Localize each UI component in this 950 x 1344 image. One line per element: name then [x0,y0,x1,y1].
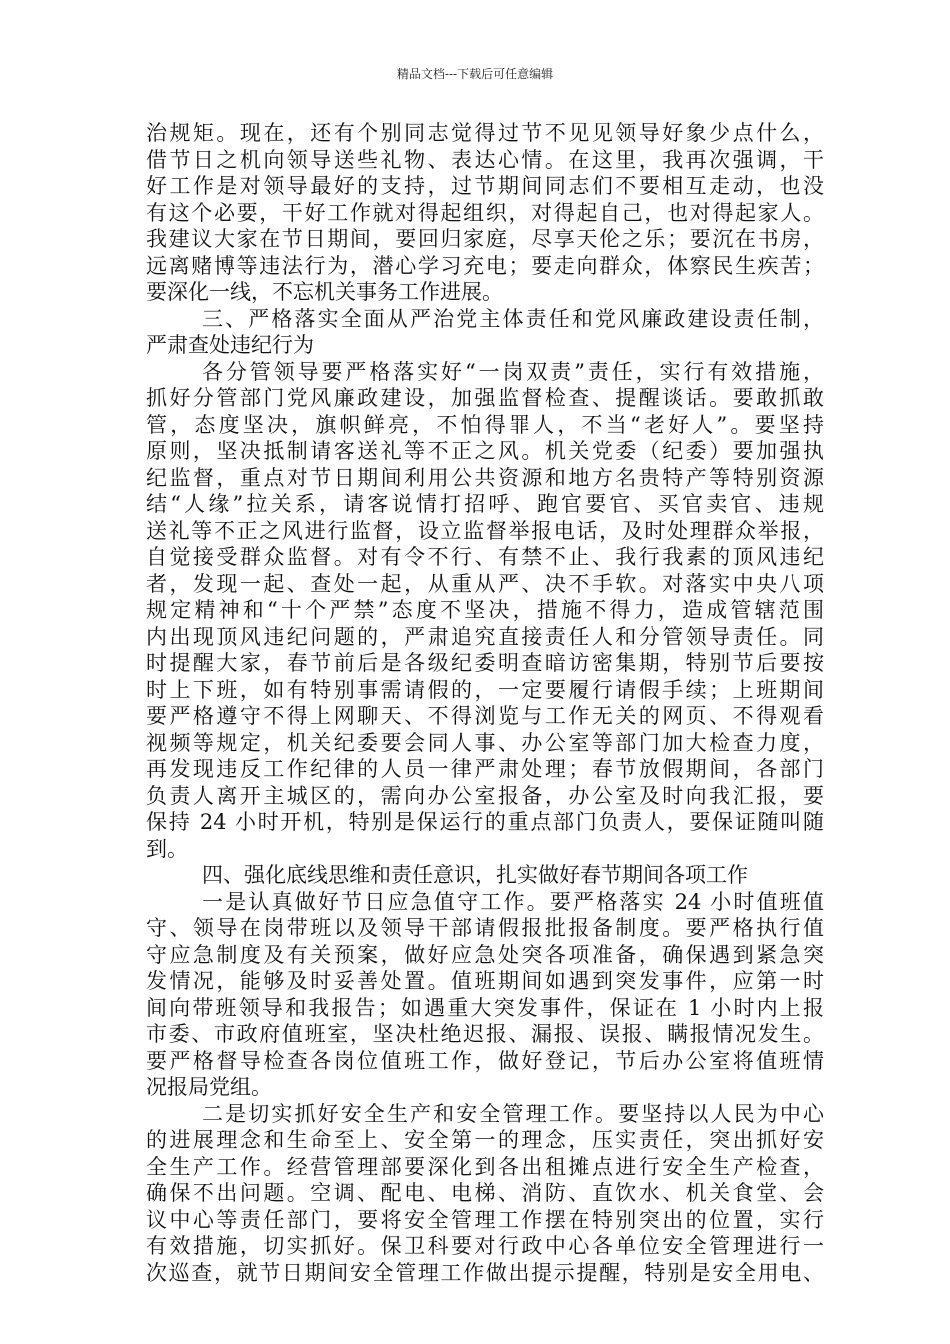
text-line: 三、严格落实全面从严治党主体责任和党风廉政建设责任制， [202,306,824,331]
text-line: 纪监督，重点对节日期间利用公共资源和地方名贵特产等特别资源 [146,465,824,490]
text-line: 一是认真做好节日应急值守工作。要严格落实 24 小时值班值 [202,889,824,914]
text-line: 保持 24 小时开机，特别是保运行的重点部门负责人，要保证随叫随 [146,810,824,834]
text-line: 抓好分管部门党风廉政建设，加强监督检查、提醒谈话。要敢抓敢 [146,386,824,410]
text-line: 借节日之机向领导送些礼物、表达心情。在这里，我再次强调，干 [146,147,824,172]
text-line: 我建议大家在节日期间，要回归家庭，尽享天伦之乐；要沉在书房， [146,227,824,251]
text-line: 况报局党组。 [146,1075,272,1099]
text-line: 全生产工作。经营管理部要深化到各出租摊点进行安全生产检查， [146,1154,824,1179]
text-line: 次巡查，就节日期间安全管理工作做出提示提醒，特别是安全用电、 [146,1260,824,1285]
text-line: 二是切实抓好安全生产和安全管理工作。要坚持以人民为中心 [202,1101,824,1126]
text-line: 内出现顶风违纪问题的，严肃追究直接责任人和分管领导责任。同 [146,624,824,649]
text-line: 者，发现一起、查处一起，从重从严、决不手软。对落实中央八项 [146,571,824,596]
text-line: 有效措施，切实抓好。保卫科要对行政中心各单位安全管理进行一 [146,1234,824,1258]
text-line: 发情况，能够及时妥善处置。值班期间如遇到突发事件，应第一时 [146,969,824,993]
text-line: 负责人离开主城区的，需向办公室报备，办公室及时向我汇报，要 [146,783,824,808]
text-line: 市委、市政府值班室，坚决杜绝迟报、漏报、误报、瞒报情况发生。 [146,1022,824,1046]
text-line: 守应急制度及有关预案，做好应急处突各项准备，确保遇到紧急突 [146,942,824,967]
text-line: 的进展理念和生命至上、安全第一的理念，压实责任，突出抓好安 [146,1128,824,1152]
text-line: 原则，坚决抵制请客送礼等不正之风。机关党委（纪委）要加强执 [146,439,824,463]
text-line: 确保不出问题。空调、配电、电梯、消防、直饮水、机关食堂、会 [146,1181,824,1205]
text-line: 时上下班，如有特别事需请假的，一定要履行请假手续；上班期间 [146,677,824,702]
text-line: 管，态度坚决，旗帜鲜亮，不怕得罪人，不当“老好人”。要坚持 [146,412,824,437]
text-line: 守、领导在岗带班以及领导干部请假报批报备制度。要严格执行值 [146,916,824,940]
text-line: 要严格遵守不得上网聊天、不得浏览与工作无关的网页、不得观看 [146,704,824,728]
text-line: 要严格督导检查各岗位值班工作，做好登记，节后办公室将值班情 [146,1048,824,1073]
text-line: 四、强化底线思维和责任意识，扎实做好春节期间各项工作 [202,863,748,887]
text-line: 议中心等责任部门，要将安全管理工作摆在特别突出的位置，实行 [146,1207,824,1232]
text-line: 时提醒大家，春节前后是各级纪委明查暗访密集期，特别节后要按 [146,651,824,675]
text-line: 要深化一线，不忘机关事务工作进展。 [146,280,503,304]
text-line: 好工作是对领导最好的支持，过节期间同志们不要相互走动，也没 [146,174,824,198]
text-line: 自觉接受群众监督。对有令不行、有禁不止、我行我素的顶风违纪 [146,545,824,569]
text-line: 严肃查处违纪行为 [146,333,314,357]
text-line: 有这个必要，干好工作就对得起组织，对得起自己，也对得起家人。 [146,200,824,225]
text-line: 视频等规定，机关纪委要会同人事、办公室等部门加大检查力度， [146,730,824,755]
text-line: 到。 [146,836,188,861]
text-line: 送礼等不正之风进行监督，设立监督举报电话，及时处理群众举报， [146,518,824,543]
text-line: 结“人缘”拉关系，请客说情打招呼、跑官要官、买官卖官、违规 [146,492,824,516]
text-line: 规定精神和“十个严禁”态度不坚决，措施不得力，造成管辖范围 [146,598,824,622]
text-line: 再发现违反工作纪律的人员一律严肃处理；春节放假期间，各部门 [146,757,824,781]
text-line: 远离赌博等违法行为，潜心学习充电；要走向群众，体察民生疾苦； [146,253,824,278]
page-header: 精品文档---下载后可任意编辑 [396,67,554,81]
text-line: 各分管领导要严格落实好“一岗双责”责任，实行有效措施， [202,359,824,384]
document-body [146,120,824,1286]
text-line: 间向带班领导和我报告；如遇重大突发事件，保证在 1 小时内上报 [146,995,824,1020]
text-line: 治规矩。现在，还有个别同志觉得过节不见见领导好象少点什么， [146,121,824,145]
